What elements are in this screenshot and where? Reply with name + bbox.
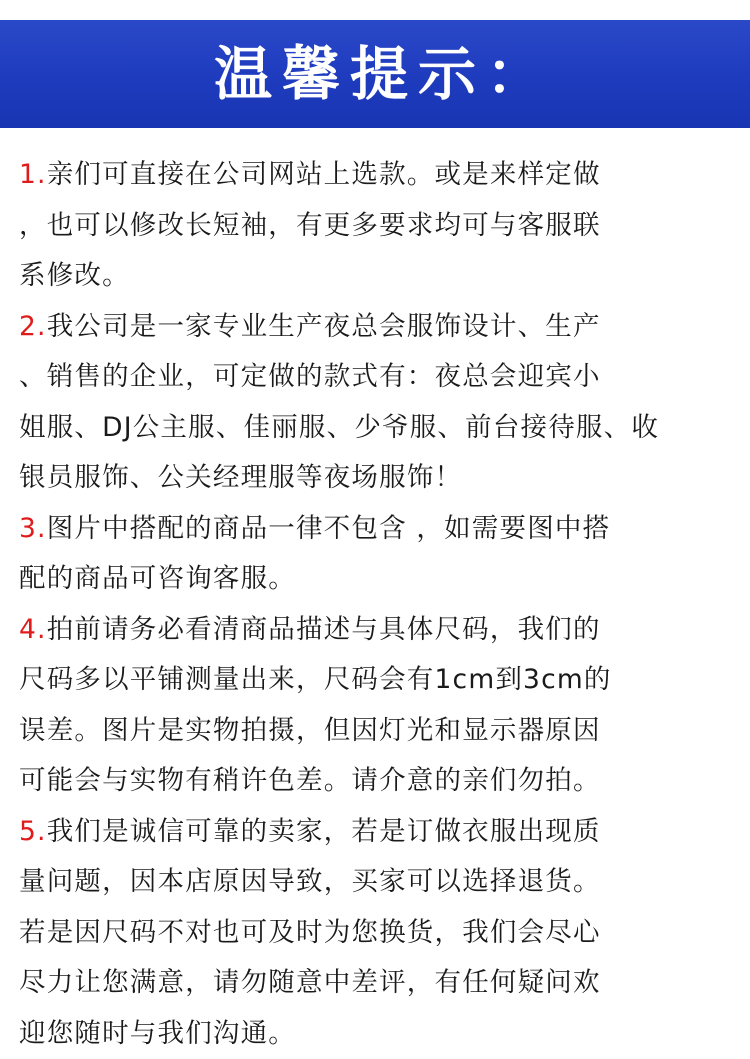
note-4-line-2: 尺码多以平铺测量出来，尺码会有1cm到3cm的 xyxy=(19,655,734,706)
note-2-line-1 xyxy=(19,302,734,353)
note-5-line-4: 尽力让您满意，请勿随意中差评，有任何疑问欢 xyxy=(19,958,734,1009)
note-3-number: 3. xyxy=(19,513,47,544)
note-5-number: 5. xyxy=(19,816,47,847)
note-4-line-1 xyxy=(19,605,734,656)
note-1-line-3: 系修改。 xyxy=(19,251,734,302)
note-5-line-5: 迎您随时与我们沟通。 xyxy=(19,1009,734,1059)
note-4-line-3: 误差。图片是实物拍摄，但因灯光和显示器原因 xyxy=(19,706,734,757)
header-banner xyxy=(0,20,750,128)
note-5-line-3: 若是因尺码不对也可及时为您换货，我们会尽心 xyxy=(19,908,734,959)
note-1-text: 亲们可直接在公司网站上选款。或是来样定做 xyxy=(47,159,601,190)
note-4-text: 拍前请务必看清商品描述与具体尺码，我们的 xyxy=(47,614,601,645)
note-3-line-2: 配的商品可咨询客服。 xyxy=(19,554,734,605)
note-2-number: 2. xyxy=(19,311,47,342)
note-5-line-2: 量问题，因本店原因导致，买家可以选择退货。 xyxy=(19,857,734,908)
note-4-line-4: 可能会与实物有稍许色差。请介意的亲们勿拍。 xyxy=(19,756,734,807)
note-1-line-2: ，也可以修改长短袖，有更多要求均可与客服联 xyxy=(19,201,734,252)
note-3-text: 图片中搭配的商品一律不包含 ，如需要图中搭 xyxy=(47,513,611,544)
note-2-line-3: 姐服、DJ公主服、佳丽服、少爷服、前台接待服、收 xyxy=(19,403,734,454)
note-2-line-2: 、销售的企业，可定做的款式有：夜总会迎宾小 xyxy=(19,352,734,403)
notes-list xyxy=(19,150,734,1059)
note-5-line-1 xyxy=(19,807,734,858)
note-2-text: 我公司是一家专业生产夜总会服饰设计、生产 xyxy=(47,311,601,342)
note-3-line-1 xyxy=(19,504,734,555)
note-1-number: 1. xyxy=(19,159,47,190)
page-title: 温馨提示： xyxy=(196,45,554,103)
note-5-text: 我们是诚信可靠的卖家，若是订做衣服出现质 xyxy=(47,816,601,847)
note-2-line-4: 银员服饰、公关经理服等夜场服饰！ xyxy=(19,453,734,504)
note-1-line-1 xyxy=(19,150,734,201)
note-4-number: 4. xyxy=(19,614,47,645)
